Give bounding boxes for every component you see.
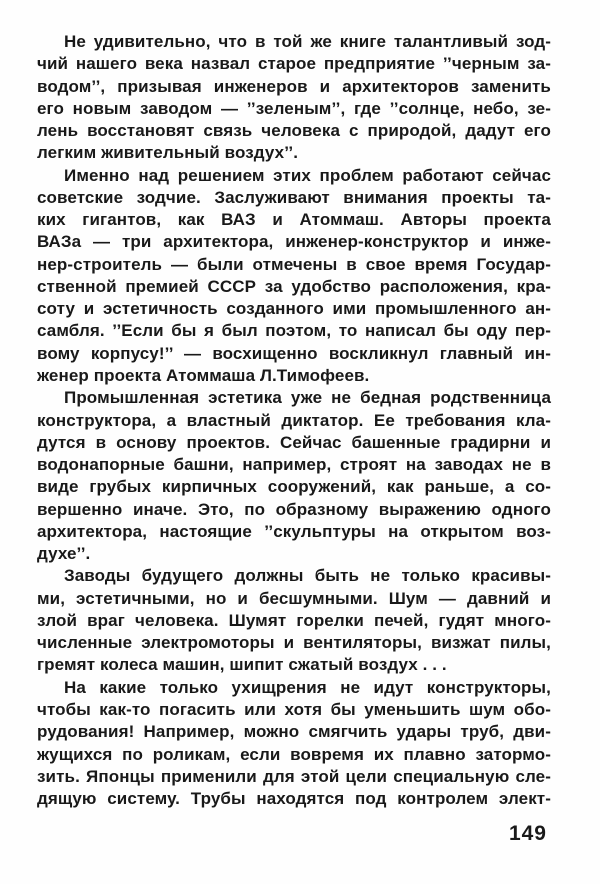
paragraph	[37, 387, 551, 565]
paragraph	[37, 677, 551, 811]
text-line: гремят колеса машин, шипит сжатый воздух . . .	[37, 655, 447, 675]
text-line: его новым заводом — ’’зеленым’’, где ’’солнце, небо, зе-	[37, 98, 551, 118]
text-line: дящую систему. Трубы находятся под контролем элект-	[37, 789, 551, 809]
text-line: нер-строитель — были отмечены в свое время Государ-	[37, 254, 551, 274]
text-line: численные электромоторы и вентиляторы, визжат пилы,	[37, 633, 551, 653]
text-line: ми, эстетичными, но и бесшумными. Шум — давний и	[37, 588, 551, 608]
text-line: женер проекта Атоммаша Л.Тимофеев.	[37, 365, 370, 385]
text-line: чий нашего века назвал старое предприятие ’’черным за-	[37, 54, 551, 74]
text-line: водом’’, призывая инженеров и архитекторов заменить	[37, 76, 551, 96]
text-line: вершенно иначе. Это, по образному выражению одного	[37, 499, 551, 519]
text-line: водонапорные башни, например, строят на заводах не в	[37, 455, 551, 475]
paragraph	[37, 565, 551, 676]
text-line: ственной премией СССР за удобство расположения, кра-	[37, 276, 551, 296]
text-line: ких гигантов, как ВАЗ и Атоммаш. Авторы проекта	[37, 210, 551, 230]
text-line: злой враг человека. Шумят горелки печей, гудят много-	[37, 610, 551, 630]
text-line: На какие только ухищрения не идут конструкторы,	[64, 677, 551, 697]
text-line: Именно над решением этих проблем работают сейчас	[64, 165, 551, 185]
text-line: Не удивительно, что в той же книге талантливый зод-	[64, 32, 551, 51]
text-line: виде грубых кирпичных сооружений, как раньше, а со-	[37, 477, 551, 497]
text-line: чтобы как-то погасить или хотя бы уменьшить шум обо-	[37, 699, 551, 719]
text-line: Заводы будущего должны быть не только красивы-	[64, 566, 551, 586]
text-line: жущихся по роликам, если вовремя их плавно затормо-	[37, 744, 551, 764]
text-line: Промышленная эстетика уже не бедная родственница	[64, 388, 551, 408]
text-line: зить. Японцы применили для этой цели специальную сле-	[37, 766, 551, 786]
text-line: самбля. ’’Если бы я был поэтом, то написал бы оду пер-	[37, 321, 551, 341]
page-number: 149	[508, 822, 547, 845]
text-line: легким живительный воздух’’.	[37, 143, 299, 163]
paragraph	[37, 31, 551, 165]
text-line: рудования! Например, можно смягчить удары труб, дви-	[37, 722, 551, 742]
text-line: соту и эстетичность созданного ими промышленного ан-	[37, 299, 551, 319]
text-line: духе’’.	[37, 544, 91, 564]
text-line: архитектора, настоящие ’’скульптуры на открытом воз-	[37, 521, 551, 541]
text-line: конструктора, а властный диктатор. Ее требования кла-	[37, 410, 551, 430]
page-text	[37, 31, 551, 810]
text-line: вому корпусу!’’ — восхищенно воскликнул главный ин-	[37, 343, 551, 363]
text-line: дутся в основу проектов. Сейчас башенные градирни и	[37, 432, 551, 452]
text-line: советские зодчие. Заслуживают внимания проекты та-	[37, 187, 551, 207]
text-line: лень восстановят связь человека с природой, дадут его	[37, 121, 551, 141]
text-line: ВАЗа — три архитектора, инженер-конструктор и инже-	[37, 232, 551, 252]
paragraph	[37, 165, 551, 388]
